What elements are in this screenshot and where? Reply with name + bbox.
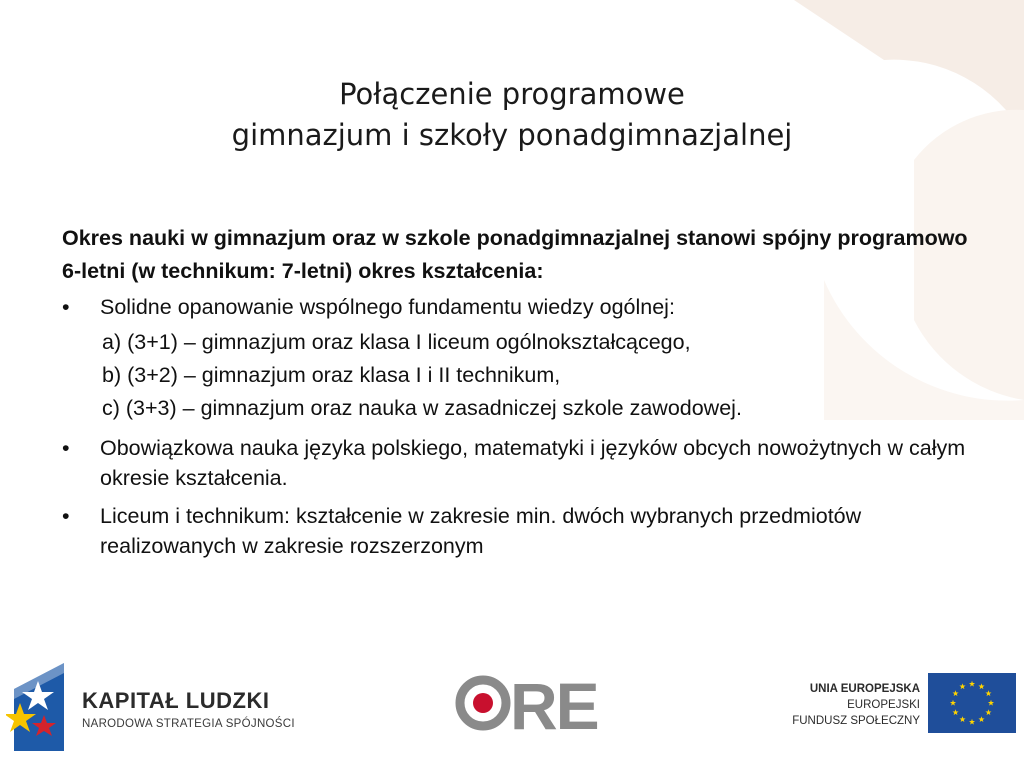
eu-flag-icon (928, 673, 1016, 733)
bullet-marker: • (62, 436, 70, 460)
bullet-marker: • (62, 504, 70, 528)
slide-content (62, 222, 982, 561)
eu-line-1: UNIA EUROPEJSKA (809, 683, 920, 695)
sub-list (62, 326, 982, 425)
sub-item: b) (3+2) – gimnazjum oraz klasa I i II technikum, (102, 363, 561, 387)
bullet-text: Solidne opanowanie wspólnego fundamentu wiedzy ogólnej: (100, 295, 675, 319)
bullet-item (62, 501, 982, 561)
bullet-marker: • (62, 295, 70, 319)
footer-logos (0, 655, 1024, 768)
sub-item: c) (3+3) – gimnazjum oraz nauka w zasadniczej szkole zawodowej. (102, 396, 742, 420)
bullet-item (62, 433, 982, 493)
kapital-ludzki-logo-icon (6, 659, 78, 755)
title-line-1: Połączenie programowe (339, 77, 685, 111)
eu-line-3: FUNDUSZ SPOŁECZNY (792, 715, 920, 727)
ore-logo-icon (455, 675, 511, 731)
bullet-text: Liceum i technikum: kształcenie w zakresie min. dwóch wybranych przedmiotów realizowanych w zakresie rozszerzonym (100, 504, 862, 558)
bullet-item (62, 292, 982, 322)
kapital-ludzki-title: KAPITAŁ LUDZKI (82, 688, 270, 713)
title-line-2: gimnazjum i szkoły ponadgimnazjalnej (231, 118, 793, 152)
ore-logo-text: RE (510, 669, 598, 743)
bullet-text: Obowiązkowa nauka języka polskiego, matematyki i języków obcych nowożytnych w całym okresie kształcenia. (100, 436, 966, 490)
intro-paragraph: Okres nauki w gimnazjum oraz w szkole ponadgimnazjalnej stanowi spójny programowo 6-letni (w technikum: 7-letni) okres kształcenia: (62, 226, 968, 283)
slide-title (0, 74, 1024, 156)
kapital-ludzki-subtitle: NARODOWA STRATEGIA SPÓJNOŚCI (82, 718, 295, 730)
sub-item: a) (3+1) – gimnazjum oraz klasa I liceum ogólnokształcącego, (102, 330, 691, 354)
eu-line-2: EUROPEJSKI (847, 699, 920, 711)
eu-label (792, 681, 920, 729)
